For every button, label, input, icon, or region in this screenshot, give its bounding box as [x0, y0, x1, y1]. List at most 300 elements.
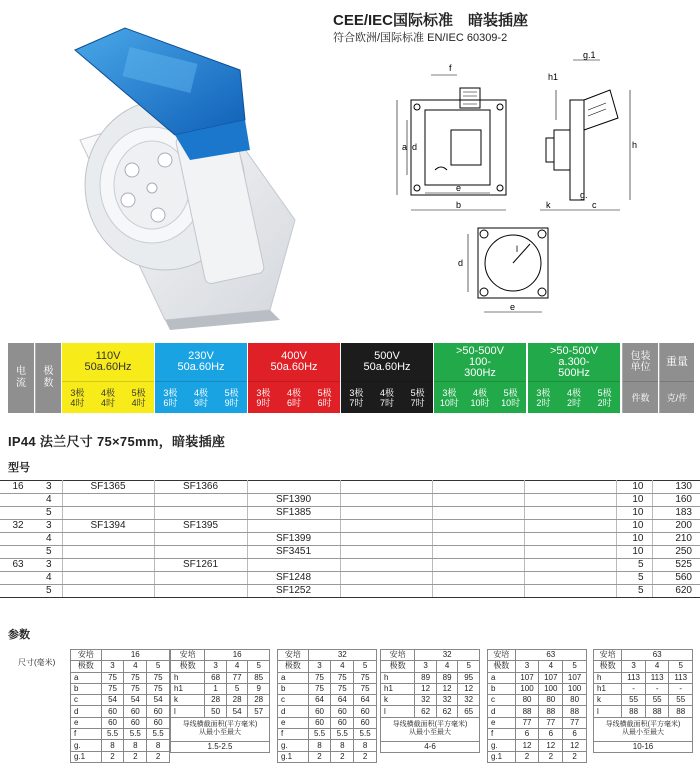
wire-section-label: 导线横截面积(平方毫米) 从最小至最大: [171, 717, 270, 741]
dim-value: 28: [248, 695, 270, 706]
legend-pole-item: 3极 10时: [439, 387, 459, 408]
params-table-63-side: [593, 649, 693, 753]
pole-count: 4: [331, 661, 354, 672]
socket-product-photo: [70, 20, 300, 330]
dim-key: k: [171, 695, 205, 706]
cell-empty: [432, 494, 524, 507]
poles-label: 极数: [71, 661, 102, 672]
cell-c3: [247, 481, 340, 494]
pole-count: 5: [669, 661, 693, 672]
cell-current: [0, 572, 36, 585]
dim-value: 85: [248, 672, 270, 683]
cell-empty: [432, 585, 524, 598]
dim-key: d: [278, 706, 309, 717]
cell-empty: [432, 507, 524, 520]
legend-pole-item: 4极 7时: [379, 387, 394, 408]
table-row: [0, 494, 700, 507]
dim-value: -: [645, 683, 669, 694]
dim-value: 75: [331, 683, 354, 694]
poles-label: 极数: [171, 661, 205, 672]
legend-current-header: 电 流: [8, 343, 34, 413]
cell-pole: 5: [36, 546, 62, 559]
dim-value: 2: [308, 751, 331, 762]
cell-current: [0, 494, 36, 507]
dim-value: 100: [563, 683, 587, 694]
amp-label: 安培: [381, 650, 415, 661]
cell-empty: [340, 559, 432, 572]
pole-count: 3: [308, 661, 331, 672]
legend-pole-item: 4极 6时: [286, 387, 301, 408]
dim-key: l: [594, 706, 622, 717]
cell-c3: [247, 520, 340, 533]
dim-value: 55: [669, 695, 693, 706]
dim-key: g.1: [278, 751, 309, 762]
dim-value: 1: [205, 683, 227, 694]
cell-c1: [62, 507, 154, 520]
dim-value: 54: [101, 695, 124, 706]
dim-b-label: b: [456, 200, 462, 210]
wire-section-value: 1.5-2.5: [171, 741, 270, 752]
dim-value: 89: [415, 672, 437, 683]
legend-group-voltage: 230V 50a.60Hz: [177, 350, 225, 373]
dim-value: 32: [415, 695, 437, 706]
cell-weight: 210: [652, 533, 700, 546]
pole-count: 5: [147, 661, 170, 672]
cell-empty: [340, 520, 432, 533]
dim-value: 8: [124, 740, 147, 751]
params-table-32-side: [380, 649, 480, 753]
dim-value: 75: [147, 683, 170, 694]
dim-value: 8: [101, 740, 124, 751]
params-label: 参数: [8, 629, 30, 641]
dim-value: 28: [226, 695, 248, 706]
legend-pole-item: 5极 2时: [597, 387, 612, 408]
dim-value: 54: [226, 706, 248, 717]
cell-pack: 5: [616, 572, 652, 585]
dim-value: 5.5: [308, 729, 331, 740]
cell-weight: 250: [652, 546, 700, 559]
dim-value: 60: [308, 717, 331, 728]
dim-value: 12: [563, 740, 587, 751]
legend-group-voltage: >50-500V a.300- 500Hz: [549, 344, 598, 379]
dim-e-label: e: [456, 183, 462, 193]
dim-key: k: [594, 695, 622, 706]
poles-label: 极数: [594, 661, 622, 672]
cell-c3: SF1385: [247, 507, 340, 520]
cell-empty: [432, 559, 524, 572]
dim-key: g.: [488, 740, 516, 751]
pole-count: 5: [458, 661, 480, 672]
dim-value: 54: [124, 695, 147, 706]
dim-key: l: [171, 706, 205, 717]
dim-value: 6: [563, 729, 587, 740]
dim-value: 113: [622, 672, 646, 683]
dim-value: 60: [124, 717, 147, 728]
cell-pole: 4: [36, 572, 62, 585]
cell-c3: SF3451: [247, 546, 340, 559]
cell-pole: 4: [36, 494, 62, 507]
dim-value: 107: [539, 672, 563, 683]
dim-value: 77: [515, 717, 539, 728]
legend-pole-item: 4极 10时: [470, 387, 490, 408]
legend-group-poles: [62, 381, 154, 413]
legend-group-poles: [528, 381, 620, 413]
dim-value: 80: [515, 695, 539, 706]
dim-value: 8: [147, 740, 170, 751]
cell-pack: 10: [616, 507, 652, 520]
voltage-legend: [8, 343, 694, 413]
cell-pole: 3: [36, 559, 62, 572]
cell-empty: [524, 520, 616, 533]
legend-pole-item: 5极 10时: [501, 387, 521, 408]
dim-value: -: [669, 683, 693, 694]
legend-pole-item: 3极 7时: [349, 387, 364, 408]
dim-value: 5.5: [124, 729, 147, 740]
legend-group-2: [248, 343, 340, 413]
wire-section-label: 导线横截面积(平方毫米) 从最小至最大: [594, 717, 693, 741]
dim-key: l: [381, 706, 415, 717]
cell-c3: SF1248: [247, 572, 340, 585]
dim-value: 75: [354, 672, 377, 683]
cell-empty: [524, 533, 616, 546]
dim-value: 88: [645, 706, 669, 717]
dim-key: h: [171, 672, 205, 683]
amp-label: 安培: [171, 650, 205, 661]
legend-group-voltage: 500V 50a.60Hz: [363, 350, 411, 373]
dim-h1-label: h1: [548, 72, 559, 82]
cell-c1: [62, 559, 154, 572]
pole-count: 3: [622, 661, 646, 672]
cell-weight: 130: [652, 481, 700, 494]
pole-count: 5: [354, 661, 377, 672]
legend-pole-item: 5极 9时: [224, 387, 239, 408]
legend-poles-header: 极 数: [35, 343, 61, 413]
dim-key: e: [488, 717, 516, 728]
dim-value: 9: [248, 683, 270, 694]
dim-key: a: [278, 672, 309, 683]
dim-value: 75: [101, 672, 124, 683]
legend-weight: [659, 343, 694, 413]
cell-c2: [154, 507, 247, 520]
dim-value: 95: [458, 672, 480, 683]
dim-value: 12: [515, 740, 539, 751]
cell-c2: SF1366: [154, 481, 247, 494]
dim-value: 75: [101, 683, 124, 694]
table-row: [0, 520, 700, 533]
cell-pole: 4: [36, 533, 62, 546]
cutout-l-label: l: [516, 244, 518, 254]
table-row: [0, 559, 700, 572]
dim-key: d: [488, 706, 516, 717]
cell-current: 63: [0, 559, 36, 572]
legend-group-voltage: 110V 50a.60Hz: [84, 350, 132, 373]
dim-value: 65: [458, 706, 480, 717]
amp-value: 16: [205, 650, 270, 661]
cell-c1: [62, 546, 154, 559]
table-row: [0, 546, 700, 559]
dim-value: 32: [458, 695, 480, 706]
dim-value: 75: [331, 672, 354, 683]
dim-value: 100: [515, 683, 539, 694]
cell-c2: [154, 546, 247, 559]
cell-c3: [247, 559, 340, 572]
cell-empty: [432, 533, 524, 546]
cell-c2: [154, 494, 247, 507]
legend-group-4: [434, 343, 526, 413]
dim-value: 60: [101, 717, 124, 728]
dim-value: 64: [354, 695, 377, 706]
cell-current: [0, 585, 36, 598]
cell-empty: [432, 546, 524, 559]
dim-value: 32: [436, 695, 458, 706]
dim-value: 60: [331, 717, 354, 728]
legend-pole-item: 3极 6时: [163, 387, 178, 408]
legend-pole-item: 5极 6时: [317, 387, 332, 408]
cell-empty: [524, 481, 616, 494]
legend-pole-item: 4极 2时: [566, 387, 581, 408]
cell-current: [0, 546, 36, 559]
dim-key: c: [71, 695, 102, 706]
cell-c1: SF1394: [62, 520, 154, 533]
dim-value: 12: [539, 740, 563, 751]
cell-empty: [340, 533, 432, 546]
dim-g1-label: g.1: [583, 50, 596, 60]
dim-key: g.1: [71, 751, 102, 762]
cell-current: 32: [0, 520, 36, 533]
cell-empty: [524, 585, 616, 598]
cell-pack: 10: [616, 546, 652, 559]
dim-value: 2: [147, 751, 170, 762]
dim-value: 88: [669, 706, 693, 717]
dim-c-label: c: [592, 200, 597, 210]
amp-label: 安培: [278, 650, 309, 661]
dim-key: b: [488, 683, 516, 694]
dim-value: 107: [563, 672, 587, 683]
legend-group-poles: [155, 381, 247, 413]
pole-count: 5: [563, 661, 587, 672]
cell-empty: [432, 572, 524, 585]
amp-label: 安培: [594, 650, 622, 661]
cell-weight: 560: [652, 572, 700, 585]
dim-key: f: [278, 729, 309, 740]
cell-pack: 5: [616, 585, 652, 598]
dim-value: 5.5: [101, 729, 124, 740]
dim-value: 5.5: [331, 729, 354, 740]
dim-key: b: [71, 683, 102, 694]
legend-group-1: [155, 343, 247, 413]
dim-value: 55: [622, 695, 646, 706]
dim-value: 60: [147, 706, 170, 717]
dim-value: 75: [124, 672, 147, 683]
dim-value: 64: [308, 695, 331, 706]
cell-weight: 183: [652, 507, 700, 520]
dim-value: 2: [539, 751, 563, 762]
table-row: [0, 572, 700, 585]
dim-value: 113: [669, 672, 693, 683]
cell-current: 16: [0, 481, 36, 494]
pole-count: 4: [539, 661, 563, 672]
cell-c1: SF1365: [62, 481, 154, 494]
cell-c1: [62, 572, 154, 585]
dim-value: 12: [415, 683, 437, 694]
cell-weight: 620: [652, 585, 700, 598]
dim-value: 75: [124, 683, 147, 694]
dim-value: 60: [124, 706, 147, 717]
dim-value: 2: [331, 751, 354, 762]
amp-value: 63: [515, 650, 586, 661]
cell-empty: [524, 494, 616, 507]
front-view-drawing: [395, 55, 530, 220]
cell-pack: 10: [616, 481, 652, 494]
dim-value: 57: [248, 706, 270, 717]
poles-label: 极数: [278, 661, 309, 672]
dim-key: e: [71, 717, 102, 728]
dim-value: 5.5: [147, 729, 170, 740]
pole-count: 5: [248, 661, 270, 672]
dim-value: 62: [436, 706, 458, 717]
page-title: CEE/IEC国际标准 暗装插座: [333, 12, 529, 29]
table-row: [0, 507, 700, 520]
dim-value: 60: [331, 706, 354, 717]
params-table-16-side: [170, 649, 270, 753]
dim-value: 60: [354, 717, 377, 728]
legend-pole-item: 5极 4时: [131, 387, 146, 408]
dim-key: g.: [278, 740, 309, 751]
dim-value: 6: [539, 729, 563, 740]
dim-value: 77: [563, 717, 587, 728]
cell-c2: SF1395: [154, 520, 247, 533]
cell-empty: [340, 481, 432, 494]
amp-value: 32: [415, 650, 480, 661]
cell-pack: 10: [616, 494, 652, 507]
cell-weight: 160: [652, 494, 700, 507]
cell-empty: [524, 507, 616, 520]
dim-key: f: [488, 729, 516, 740]
dim-key: a: [488, 672, 516, 683]
dim-key: a: [71, 672, 102, 683]
dim-value: 8: [331, 740, 354, 751]
cell-pole: 3: [36, 481, 62, 494]
cell-pack: 10: [616, 520, 652, 533]
dim-value: 12: [458, 683, 480, 694]
dim-value: 75: [308, 672, 331, 683]
cell-c1: [62, 494, 154, 507]
dim-value: 100: [539, 683, 563, 694]
pole-count: 3: [515, 661, 539, 672]
dim-key: b: [278, 683, 309, 694]
dim-value: 2: [515, 751, 539, 762]
dim-value: 77: [539, 717, 563, 728]
dim-value: 77: [226, 672, 248, 683]
dim-value: 8: [354, 740, 377, 751]
legend-pole-item: 3极 2时: [536, 387, 551, 408]
amp-value: 16: [101, 650, 169, 661]
dim-value: 28: [205, 695, 227, 706]
legend-group-0: [62, 343, 154, 413]
cell-empty: [524, 559, 616, 572]
dim-key: c: [488, 695, 516, 706]
dim-value: 80: [539, 695, 563, 706]
dim-value: -: [622, 683, 646, 694]
cell-c2: SF1261: [154, 559, 247, 572]
cell-current: [0, 533, 36, 546]
dim-value: 68: [205, 672, 227, 683]
legend-pole-item: 3极 4时: [70, 387, 85, 408]
cell-empty: [340, 572, 432, 585]
dim-k-label: k: [546, 200, 551, 210]
dim-value: 60: [147, 717, 170, 728]
cutout-e-label: e: [510, 302, 516, 312]
cell-pack: 10: [616, 533, 652, 546]
legend-group-poles: [341, 381, 433, 413]
amp-label: 安培: [488, 650, 516, 661]
legend-group-5: [528, 343, 620, 413]
table-row: [0, 481, 700, 494]
pole-count: 4: [124, 661, 147, 672]
dim-value: 2: [354, 751, 377, 762]
dim-d-label: d: [412, 142, 418, 152]
poles-label: 极数: [381, 661, 415, 672]
pole-count: 3: [205, 661, 227, 672]
dim-key: h: [594, 672, 622, 683]
cell-c1: [62, 585, 154, 598]
dim-a-label: a: [402, 142, 408, 152]
cell-empty: [340, 494, 432, 507]
legend-group-voltage: 400V 50a.60Hz: [270, 350, 318, 373]
dim-key: f: [71, 729, 102, 740]
dim-value: 88: [539, 706, 563, 717]
dim-value: 6: [515, 729, 539, 740]
pack-unit-label: 包装 单位: [630, 351, 651, 373]
cell-empty: [432, 481, 524, 494]
cell-empty: [524, 572, 616, 585]
dim-value: 5: [226, 683, 248, 694]
dim-value: 62: [415, 706, 437, 717]
pole-count: 4: [645, 661, 669, 672]
dim-value: 75: [147, 672, 170, 683]
cell-c2: [154, 533, 247, 546]
dim-g-label: g.: [580, 190, 588, 200]
dim-key: h: [381, 672, 415, 683]
dim-key: c: [278, 695, 309, 706]
cell-weight: 525: [652, 559, 700, 572]
legend-pack-unit: [622, 343, 658, 413]
wire-section-value: 10-16: [594, 741, 693, 752]
cell-c1: [62, 533, 154, 546]
dim-value: 107: [515, 672, 539, 683]
cell-empty: [340, 507, 432, 520]
side-view-drawing: [540, 50, 640, 215]
amp-value: 32: [308, 650, 376, 661]
dim-key: h1: [594, 683, 622, 694]
dim-value: 60: [101, 706, 124, 717]
cell-pole: 5: [36, 507, 62, 520]
dim-value: 80: [563, 695, 587, 706]
dim-value: 88: [563, 706, 587, 717]
dim-value: 2: [124, 751, 147, 762]
legend-group-poles: [248, 381, 340, 413]
dim-key: e: [278, 717, 309, 728]
dim-value: 2: [101, 751, 124, 762]
legend-pole-item: 4极 9时: [193, 387, 208, 408]
cell-empty: [340, 546, 432, 559]
dim-value: 75: [308, 683, 331, 694]
dim-value: 54: [147, 695, 170, 706]
model-table: [0, 480, 700, 598]
dim-value: 88: [622, 706, 646, 717]
weight-label: 重量: [666, 355, 688, 368]
dim-key: k: [381, 695, 415, 706]
